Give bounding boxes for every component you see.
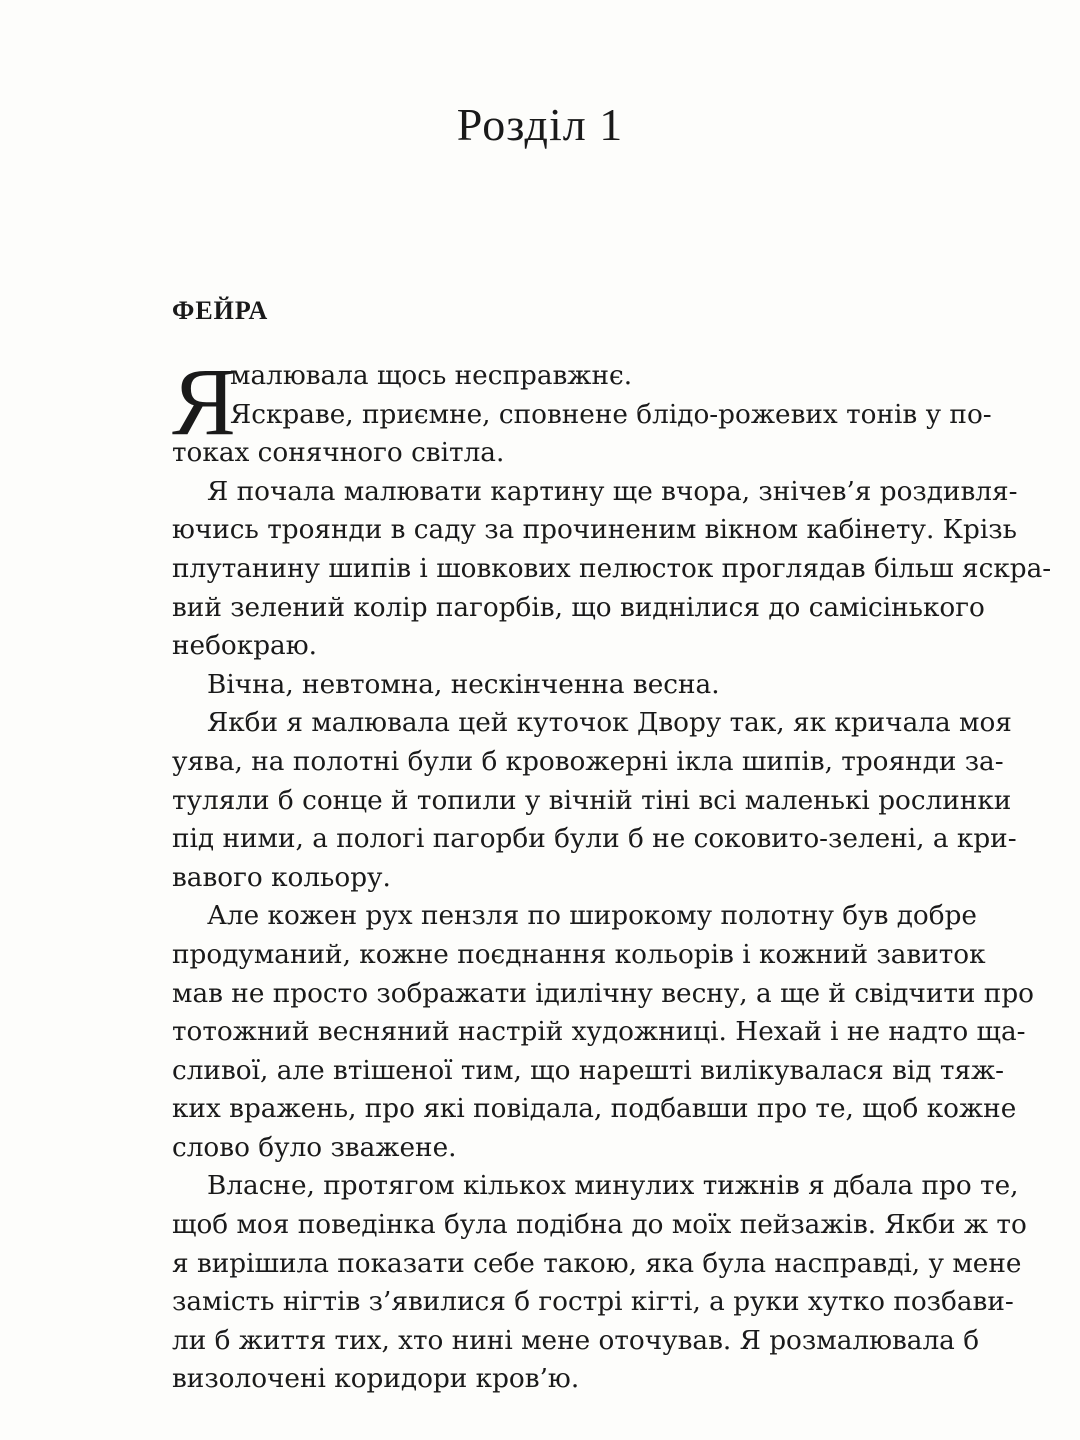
- text-line: я вирішила показати себе такою, яка була насправді, у мене: [172, 1248, 1022, 1279]
- drop-cap: Я: [172, 348, 237, 455]
- text-line: ли б життя тих, хто нині мене оточував. Я розмалювала б: [172, 1325, 980, 1356]
- text-line: Але кожен рух пензля по широкому полотну був добре: [207, 901, 977, 932]
- text-line: під ними, а пологі пагорби були б не соковито-зелені, а кри-: [172, 824, 1017, 855]
- text-line: Яскраве, приємне, сповнене блідо-рожевих тонів у по-: [230, 399, 992, 430]
- text-line: вавого кольору.: [172, 862, 391, 893]
- text-lines: [172, 348, 1052, 1399]
- text-line: визолочені коридори кров’ю.: [172, 1364, 580, 1395]
- text-line: замість нігтів з’явилися б гострі кігті, а руки хутко позбави-: [172, 1287, 1014, 1318]
- text-line: сливої, але втішеної тим, що нарешті вилікувалася від тяж-: [172, 1055, 1005, 1086]
- body-text: [172, 348, 1052, 1399]
- text-line: вий зелений колір пагорбів, що виднілися до самісінького: [172, 592, 985, 623]
- text-line: туляли б сонце й топили у вічній тіні всі маленькі рослинки: [172, 785, 1012, 816]
- text-line: Я почала малювати картину ще вчора, знічев’я роздивля-: [207, 476, 1018, 507]
- pov-heading: ФЕЙРА: [172, 296, 269, 325]
- text-line: плутанину шипів і шовкових пелюсток проглядав більш яскра-: [172, 553, 1052, 584]
- text-line: малювала щось несправжнє.: [230, 361, 633, 391]
- text-line: щоб моя поведінка була подібна до моїх пейзажів. Якби ж то: [172, 1210, 1027, 1241]
- text-line: небокраю.: [172, 631, 317, 662]
- chapter-title: Розділ 1: [456, 99, 624, 150]
- text-line: тотожний весняний настрій художниці. Нехай і не надто ща-: [172, 1017, 1026, 1048]
- text-line: ких вражень, про які повідала, подбавши про те, щоб кожне: [172, 1094, 1017, 1125]
- text-line: уява, на полотні були б кровожерні ікла шипів, троянди за-: [172, 746, 1004, 777]
- text-line: слово було зважене.: [172, 1132, 457, 1163]
- text-line: продуманий, кожне поєднання кольорів і кожний завиток: [172, 939, 986, 970]
- text-line: ючись троянди в саду за прочиненим вікном кабінету. Крізь: [172, 515, 1017, 546]
- text-line: токах сонячного світла.: [172, 438, 505, 469]
- text-line: Якби я малювала цей куточок Двору так, як кричала моя: [207, 708, 1012, 739]
- text-line: Власне, протягом кількох минулих тижнів я дбала про те,: [207, 1171, 1019, 1202]
- text-line: мав не просто зображати ідилічну весну, а ще й свідчити про: [172, 978, 1034, 1009]
- text-line: Вічна, невтомна, нескінченна весна.: [207, 669, 720, 700]
